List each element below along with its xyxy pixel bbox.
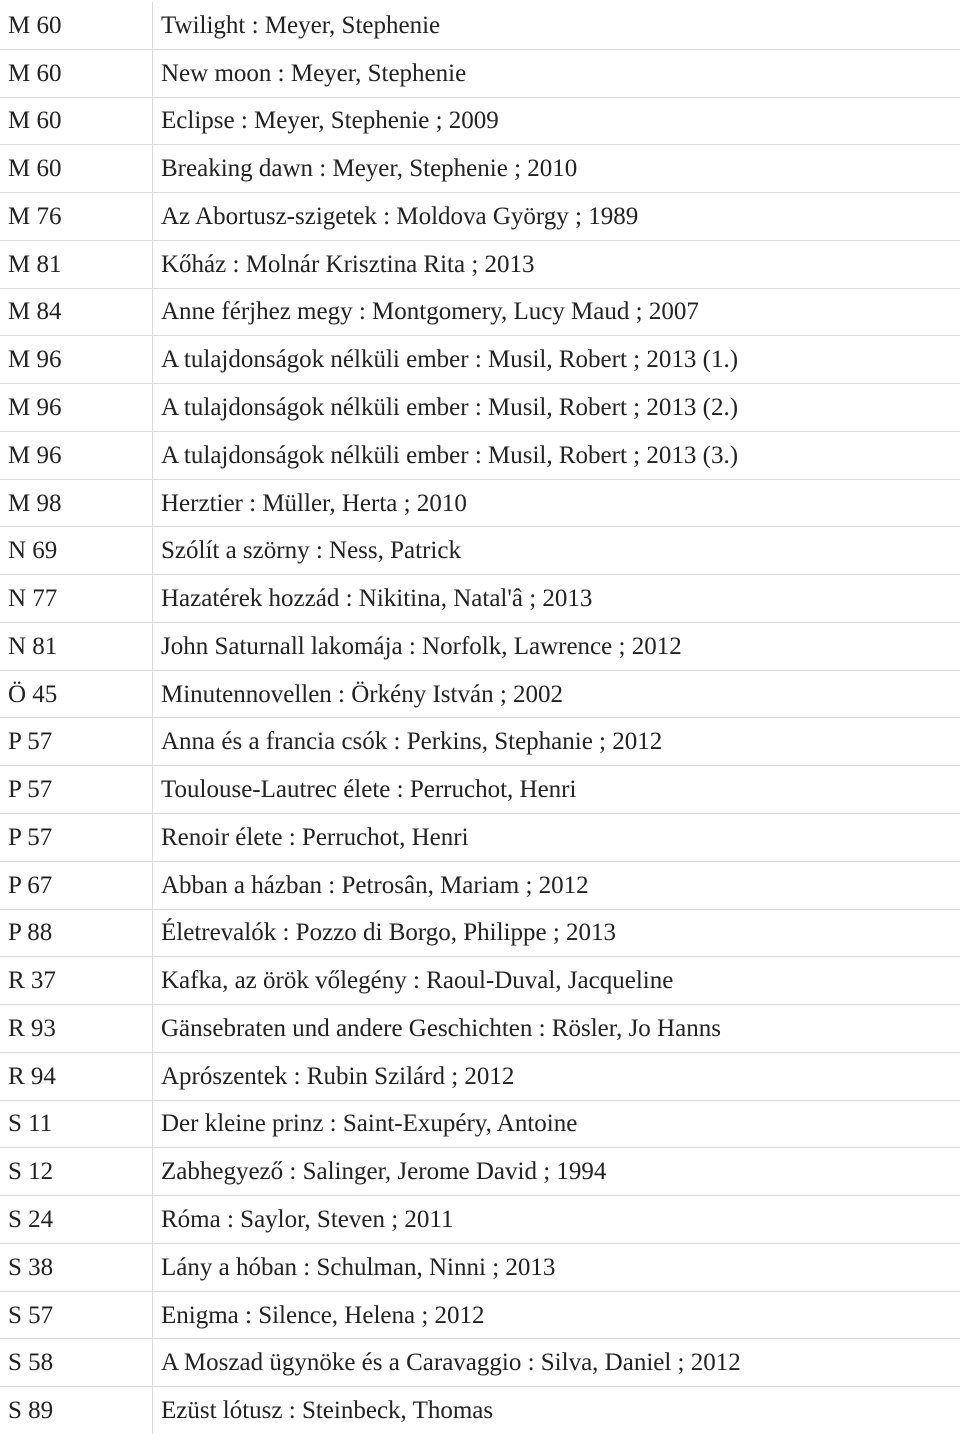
shelf-code: R 94 [0,1052,153,1100]
shelf-code: S 24 [0,1196,153,1244]
table-row [0,288,960,336]
shelf-code: S 58 [0,1339,153,1387]
shelf-code: M 96 [0,431,153,479]
catalog-table-body [0,2,960,1434]
table-row [0,384,960,432]
book-entry: Anne férjhez megy : Montgomery, Lucy Maud ; 2007 [153,288,960,336]
table-row [0,1148,960,1196]
catalog-table [0,2,960,1434]
book-entry: Kafka, az örök vőlegény : Raoul-Duval, Jacqueline [153,957,960,1005]
table-row [0,957,960,1005]
table-row [0,2,960,49]
book-entry: Anna és a francia csók : Perkins, Stephanie ; 2012 [153,718,960,766]
table-row [0,479,960,527]
shelf-code: Ö 45 [0,670,153,718]
book-entry: Zabhegyező : Salinger, Jerome David ; 1994 [153,1148,960,1196]
book-entry: Az Abortusz-szigetek : Moldova György ; 1989 [153,193,960,241]
book-entry: Kőház : Molnár Krisztina Rita ; 2013 [153,240,960,288]
shelf-code: R 93 [0,1005,153,1053]
book-entry: A tulajdonságok nélküli ember : Musil, Robert ; 2013 (3.) [153,431,960,479]
shelf-code: N 77 [0,575,153,623]
book-entry: New moon : Meyer, Stephenie [153,49,960,97]
book-entry: Gänsebraten und andere Geschichten : Rösler, Jo Hanns [153,1005,960,1053]
table-row [0,814,960,862]
book-entry: Hazatérek hozzád : Nikitina, Natal'â ; 2013 [153,575,960,623]
table-row [0,909,960,957]
table-row [0,1339,960,1387]
book-entry: Renoir élete : Perruchot, Henri [153,814,960,862]
shelf-code: S 89 [0,1387,153,1434]
shelf-code: M 96 [0,384,153,432]
table-row [0,1100,960,1148]
book-entry: Életrevalók : Pozzo di Borgo, Philippe ; 2013 [153,909,960,957]
table-row [0,861,960,909]
table-row [0,1243,960,1291]
shelf-code: N 81 [0,622,153,670]
table-row [0,1387,960,1434]
table-row [0,575,960,623]
book-entry: John Saturnall lakomája : Norfolk, Lawrence ; 2012 [153,622,960,670]
shelf-code: P 67 [0,861,153,909]
shelf-code: M 60 [0,49,153,97]
table-row [0,527,960,575]
book-entry: Szólít a szörny : Ness, Patrick [153,527,960,575]
book-entry: Enigma : Silence, Helena ; 2012 [153,1291,960,1339]
book-entry: Aprószentek : Rubin Szilárd ; 2012 [153,1052,960,1100]
shelf-code: S 57 [0,1291,153,1339]
book-entry: Róma : Saylor, Steven ; 2011 [153,1196,960,1244]
shelf-code: P 88 [0,909,153,957]
table-row [0,670,960,718]
shelf-code: P 57 [0,766,153,814]
book-entry: Ezüst lótusz : Steinbeck, Thomas [153,1387,960,1434]
book-entry: Twilight : Meyer, Stephenie [153,2,960,49]
book-entry: Eclipse : Meyer, Stephenie ; 2009 [153,97,960,145]
table-row [0,718,960,766]
table-row [0,240,960,288]
book-entry: Minutennovellen : Örkény István ; 2002 [153,670,960,718]
shelf-code: P 57 [0,718,153,766]
book-entry: A tulajdonságok nélküli ember : Musil, Robert ; 2013 (1.) [153,336,960,384]
book-entry: Breaking dawn : Meyer, Stephenie ; 2010 [153,145,960,193]
shelf-code: S 11 [0,1100,153,1148]
book-entry: Lány a hóban : Schulman, Ninni ; 2013 [153,1243,960,1291]
shelf-code: M 96 [0,336,153,384]
shelf-code: M 98 [0,479,153,527]
book-entry: Herztier : Müller, Herta ; 2010 [153,479,960,527]
shelf-code: M 60 [0,97,153,145]
shelf-code: M 60 [0,2,153,49]
book-entry: A Moszad ügynöke és a Caravaggio : Silva, Daniel ; 2012 [153,1339,960,1387]
table-row [0,1052,960,1100]
book-entry: Der kleine prinz : Saint-Exupéry, Antoine [153,1100,960,1148]
table-row [0,622,960,670]
table-row [0,49,960,97]
book-entry: Abban a házban : Petrosân, Mariam ; 2012 [153,861,960,909]
shelf-code: S 38 [0,1243,153,1291]
book-entry: A tulajdonságok nélküli ember : Musil, Robert ; 2013 (2.) [153,384,960,432]
shelf-code: M 60 [0,145,153,193]
table-row [0,97,960,145]
table-row [0,1196,960,1244]
table-row [0,766,960,814]
table-row [0,336,960,384]
shelf-code: M 81 [0,240,153,288]
shelf-code: N 69 [0,527,153,575]
shelf-code: M 76 [0,193,153,241]
shelf-code: R 37 [0,957,153,1005]
shelf-code: M 84 [0,288,153,336]
shelf-code: S 12 [0,1148,153,1196]
table-row [0,145,960,193]
book-entry: Toulouse-Lautrec élete : Perruchot, Henri [153,766,960,814]
table-row [0,1291,960,1339]
shelf-code: P 57 [0,814,153,862]
table-row [0,1005,960,1053]
table-row [0,193,960,241]
table-row [0,431,960,479]
